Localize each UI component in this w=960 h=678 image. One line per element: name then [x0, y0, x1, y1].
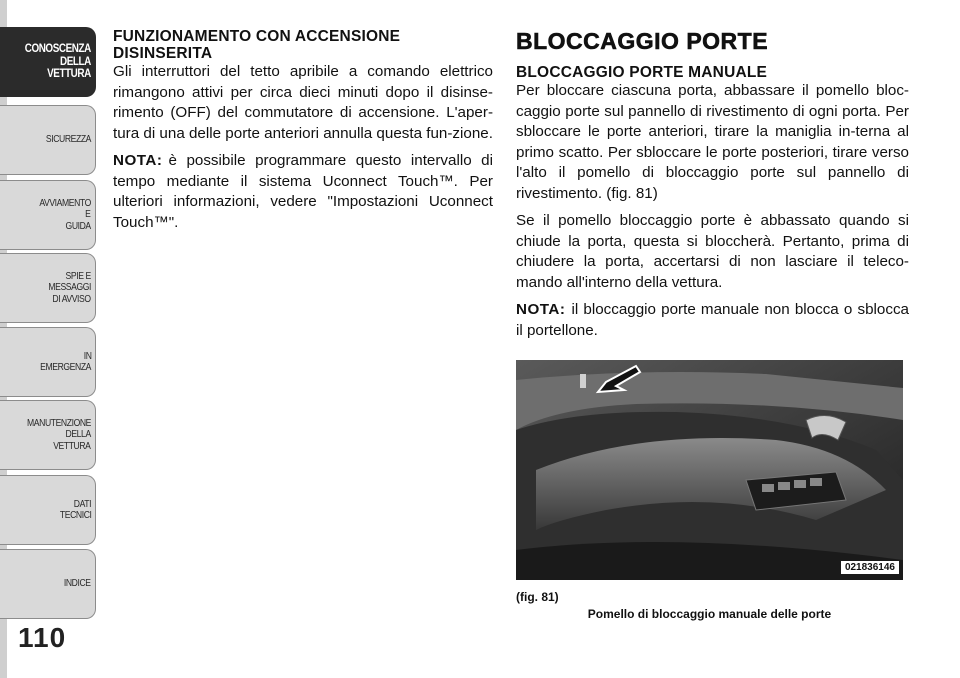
sidebar-tab-label: DI AVVISO: [52, 292, 91, 305]
subheading-manuale: BLOCCAGGIO PORTE MANUALE: [516, 64, 768, 81]
heading-line-2: DISINSERITA: [113, 45, 213, 62]
note-uconnect: [113, 151, 493, 233]
sidebar-tab-label: VETTURA: [47, 68, 91, 81]
heading-line-1: FUNZIONAMENTO CON ACCENSIONE: [113, 28, 401, 45]
sidebar-tab-label: MANUTENZIONE: [27, 416, 91, 429]
note-portellone: [516, 300, 909, 341]
sidebar-tab-label: MESSAGGI: [48, 281, 91, 294]
sidebar-tab-label: TECNICI: [59, 509, 91, 521]
note-label: NOTA:: [516, 301, 566, 318]
sidebar-tab-label: EMERGENZA: [40, 361, 91, 373]
sidebar-tab-2[interactable]: [0, 105, 96, 175]
section-heading-accensione: [113, 28, 493, 62]
sidebar-tab-label: AVVIAMENTO: [39, 196, 91, 209]
sidebar-tab-5[interactable]: [0, 327, 96, 397]
section-title: BLOCCAGGIO PORTE: [516, 28, 769, 54]
sidebar-tab-3[interactable]: [0, 180, 96, 250]
note-text: è possibile programmare questo intervallo di tempo mediante il sistema Uconnect Touch™. Per ulteriori informazioni, vedere "Impostazioni Uconnect Touch™".: [113, 152, 493, 231]
figure-caption-number: (fig. 81): [516, 590, 559, 604]
sidebar-tab-label: IN: [83, 349, 91, 362]
page-number: 110: [18, 622, 67, 653]
sidebar-tab-label: CONOSCENZA: [24, 43, 91, 56]
sidebar-tab-label: INDICE: [64, 577, 91, 590]
sidebar-tab-1[interactable]: [0, 27, 96, 97]
paragraph-telecomando: Se il pomello bloccaggio porte è abbassato quando si chiude la porta, questa si bloccherà. Pertanto, prima di chiudere la porta, accertarsi di non lasciare il teleco-mando all'interno della vettura.: [516, 212, 909, 291]
figure-caption-title: Pomello di bloccaggio manuale delle porte: [587, 607, 832, 621]
figure-code: 021836146: [841, 561, 899, 574]
sidebar-tab-label: GUIDA: [65, 219, 91, 232]
note-text: il bloccaggio porte manuale non blocca o sblocca il portellone.: [516, 301, 909, 339]
sidebar-tab-label: DATI: [73, 497, 91, 510]
sidebar-tab-label: E: [85, 208, 91, 221]
paragraph-bloccaggio: Per bloccare ciascuna porta, abbassare il pomello bloc-caggio porte sul pannello di rivestimento di ogni porta. Per sbloccare le porte anteriori, tirare la maniglia in-terna al primo scatto. Per sbloccare le porte posteriori, tirare verso l'alto il pomello di bloccaggio porte sul pannello di rivestimento. (fig. 81): [516, 82, 909, 202]
left-column: [113, 28, 493, 233]
door-panel-illustration: [516, 360, 903, 580]
sidebar-tab-label: VETTURA: [53, 439, 91, 452]
note-label: NOTA:: [113, 152, 163, 169]
sidebar-tab-label: SICUREZZA: [45, 133, 91, 146]
paragraph-tetto-apribile: Gli interruttori del tetto apribile a comando elettrico rimangono attivi per circa dieci minuti dopo il disinse-rimento (OFF) del commutatore di accensione. L'aper-tura di una delle porte anteriori annulla questa fun-zione.: [113, 63, 493, 142]
right-column: [516, 28, 909, 341]
door-panel-figure: [516, 360, 903, 580]
sidebar-tab-label: DELLA: [60, 55, 91, 68]
sidebar-tab-label: DELLA: [65, 428, 91, 441]
sidebar-tab-6[interactable]: [0, 400, 96, 470]
sidebar-tab-8[interactable]: [0, 549, 96, 619]
sidebar-tab-4[interactable]: [0, 253, 96, 323]
sidebar-tab-label: SPIE E: [65, 269, 91, 282]
sidebar-tab-7[interactable]: [0, 475, 96, 545]
